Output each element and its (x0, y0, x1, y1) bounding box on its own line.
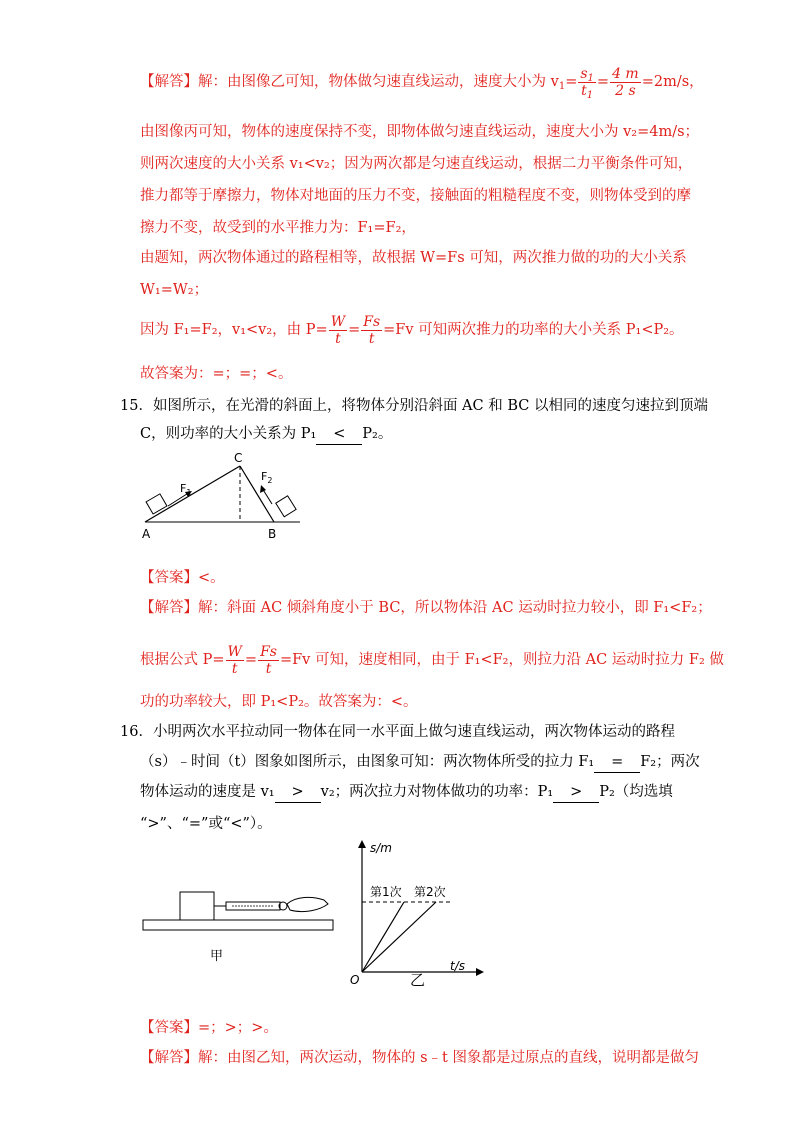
q16-blank1: = (594, 752, 640, 773)
hand (287, 897, 328, 911)
q15-answer-blank: < (316, 424, 362, 445)
fraction-fs-t-2: $\frac{Fs}{t}$ (260, 643, 277, 677)
fraction-w-t: $\frac{W}{t}$ (330, 313, 346, 347)
table-surface (143, 920, 333, 930)
caption-jia: 甲 (210, 949, 224, 964)
label-b: B (268, 527, 277, 541)
q15-solution-line3: 功的功率较大，即 P₁<P₂。故答案为：<。 (140, 694, 418, 710)
q16-answer: 【答案】=；>；>。 (140, 1020, 278, 1036)
s14-line3: 则两次速度的大小关系 v₁<v₂；因为两次都是匀速直线运动，根据二力平衡条件可知， (140, 156, 693, 172)
s14-l1-post: =2m/s， (641, 74, 704, 90)
q16-line2: （s）﹣时间（t）图象如图所示，由图象可知：两次物体所受的拉力 F₁ = F₂；两次 (140, 752, 700, 773)
q15-solution-line1: 【解答】解：斜面 AC 倾斜角度小于 BC，所以物体沿 AC 运动时拉力较小，即 F₁<F₂； (140, 600, 712, 616)
fraction-s1-t1: $\frac{s_1}{t_1}$ (580, 65, 594, 101)
block (180, 892, 214, 920)
block-on-bc (276, 496, 296, 517)
q15-incline-figure (130, 448, 310, 548)
y-axis-arrow (358, 840, 366, 848)
label-c: C (234, 451, 243, 465)
arrow-f2-head (260, 485, 266, 493)
q15-line1: 15．如图所示，在光滑的斜面上，将物体分别沿斜面 AC 和 BC 以相同的速度匀速拉到顶端 (120, 398, 708, 414)
s14-line1: 【解答】解：由图像乙可知，物体做匀速直线运动，速度大小为 $v_1=$ $\frac{s_1}{t_1}$ = $\frac{4 m}{2 s}$ =2m/s， (140, 65, 704, 101)
x-label: t/s (450, 959, 465, 973)
q16-line3: 物体运动的速度是 v₁ > v₂；两次拉力对物体做功的功率：P₁ > P₂（均选填 (140, 782, 673, 803)
q15-line2: C，则功率的大小关系为 P₁ < P₂。 (140, 424, 392, 445)
fraction-w-t-2: $\frac{W}{t}$ (227, 643, 242, 677)
s14-line9: 故答案为：=；=；<。 (140, 366, 293, 382)
s14-line7: W₁=W₂； (140, 282, 209, 298)
fraction-fs-t: $\frac{Fs}{t}$ (363, 313, 381, 347)
s14-line4: 推力都等于摩擦力，物体对地面的压力不变，接触面的粗糙程度不变，则物体受到的摩 (140, 188, 691, 204)
q16-figure-jia (140, 870, 340, 970)
q16-blank2: > (275, 782, 321, 803)
s14-line6: 由题知，两次物体通过的路程相等，故根据 W=Fs 可知，两次推力做的功的大小关系 (140, 250, 687, 266)
line-first (362, 902, 404, 972)
label-first: 第1次 (370, 885, 402, 899)
q16-blank3: > (553, 782, 599, 803)
label-f1: $F_1$ (180, 482, 192, 497)
slope-bc (240, 466, 274, 522)
q16-solution-line1: 【解答】解：由图乙知，两次运动，物体的 s﹣t 图象都是过原点的直线，说明都是做匀 (140, 1050, 699, 1066)
s14-line8: 因为 F₁=F₂，v₁<v₂，由 P= $\frac{W}{t}$ = $\frac{Fs}{t}$ =Fv 可知两次推力的功率的大小关系 P₁<P₂。 (140, 313, 684, 347)
label-second: 第2次 (414, 885, 446, 899)
s14-line5: 擦力不变，故受到的水平推力为：F₁=F₂， (140, 220, 416, 236)
line-second (362, 902, 436, 972)
q16-line1: 16．小明两次水平拉动同一物体在同一水平面上做匀速直线运动，两次物体运动的路程 (120, 724, 675, 740)
s14-line2: 由图像丙可知，物体的速度保持不变，即物体做匀速直线运动，速度大小为 v₂=4m/s； (140, 124, 700, 140)
label-a: A (142, 527, 151, 541)
label-f2: $F_2$ (261, 470, 273, 485)
q15-solution-line2: 根据公式 P= $\frac{W}{t}$ = $\frac{Fs}{t}$ =Fv 可知，速度相同，由于 F₁<F₂，则拉力沿 AC 运动时拉力 F₂ 做 (140, 643, 724, 677)
origin-label: O (350, 973, 360, 986)
q15-answer: 【答案】<。 (140, 570, 225, 586)
fraction-4m-2s: $\frac{4 m}{2 s}$ (612, 65, 639, 99)
y-label: s/m (370, 841, 392, 855)
s14-l1-text: 解：由图像乙可知，物体做匀速直线运动，速度大小为 v (198, 74, 559, 90)
s14-l1-eq: = (565, 74, 578, 90)
s14-tag: 【解答】 (140, 74, 198, 90)
x-axis-arrow (476, 968, 484, 976)
s14-l1-sub: 1 (558, 81, 566, 92)
q16-st-graph (340, 836, 490, 986)
q16-line4: “>”、“=”或“<”）。 (140, 816, 272, 832)
caption-yi: 乙 (410, 971, 426, 989)
